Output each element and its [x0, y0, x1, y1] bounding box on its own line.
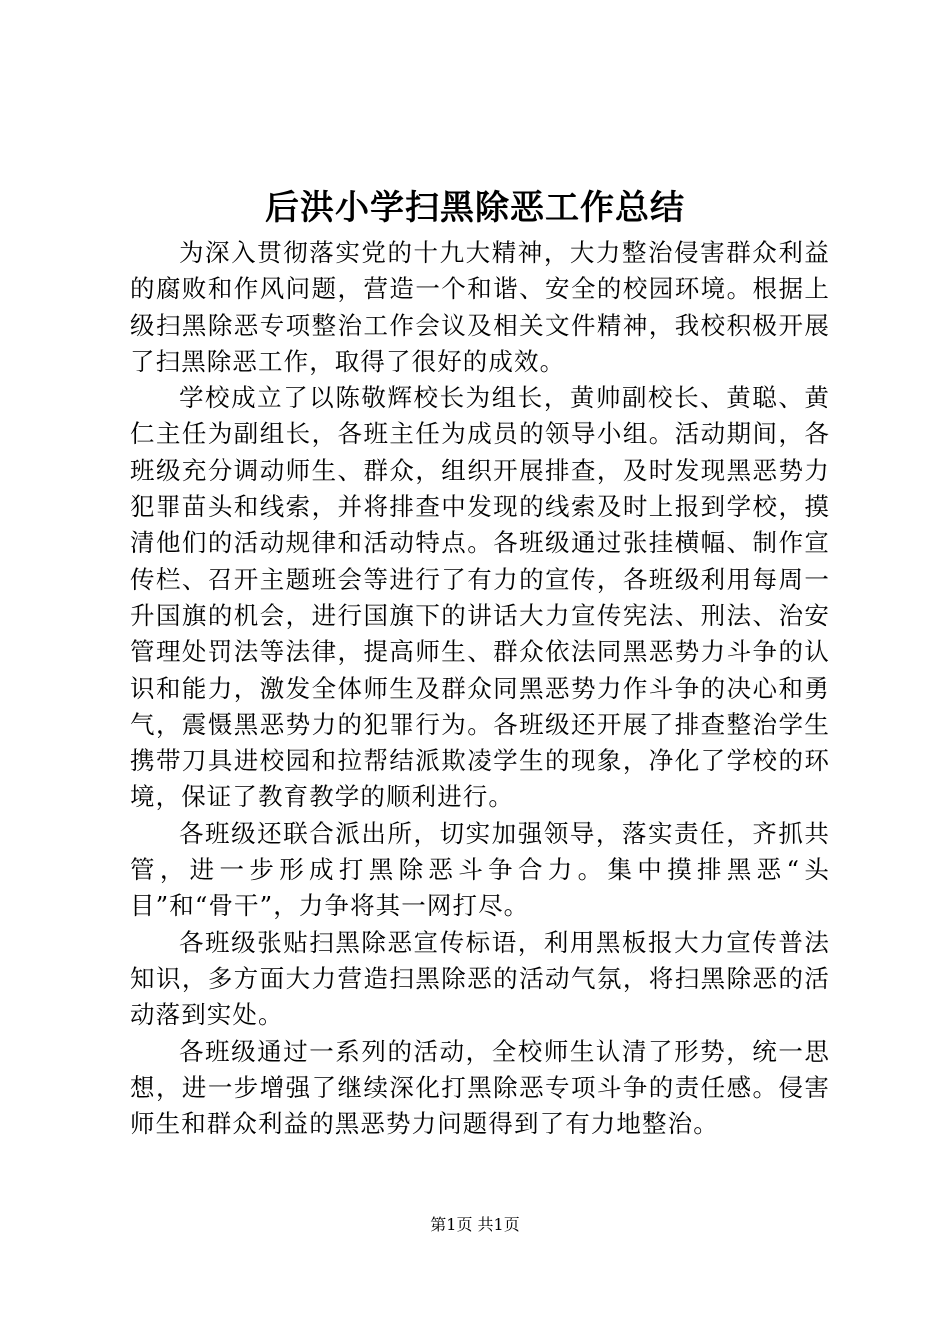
- paragraph-3: 各班级还联合派出所，切实加强领导，落实责任，齐抓共管，进一步形成打黑除恶斗争合力。集中摸排黑恶“头目”和“骨干”，力争将其一网打尽。: [130, 818, 830, 921]
- paragraph-2: 学校成立了以陈敬辉校长为组长，黄帅副校长、黄聪、黄仁主任为副组长，各班主任为成员的领导小组。活动期间，各班级充分调动师生、群众，组织开展排查，及时发现黑恶势力犯罪苗头和线索，并将排查中发现的线索及时上报到学校，摸清他们的活动规律和活动特点。各班级通过张挂横幅、制作宣传栏、召开主题班会等进行了有力的宣传，各班级利用每周一升国旗的机会，进行国旗下的讲话大力宣传宪法、刑法、治安管理处罚法等法律，提高师生、群众依法同黑恶势力斗争的认识和能力，激发全体师生及群众同黑恶势力作斗争的决心和勇气，震慑黑恶势力的犯罪行为。各班级还开展了排查整治学生携带刀具进校园和拉帮结派欺凌学生的现象，净化了学校的环境，保证了教育教学的顺利进行。: [130, 383, 830, 812]
- document-body: [130, 235, 830, 1142]
- paragraph-5: 各班级通过一系列的活动，全校师生认清了形势，统一思想，进一步增强了继续深化打黑除恶专项斗争的责任感。侵害师生和群众利益的黑恶势力问题得到了有力地整治。: [130, 1036, 830, 1139]
- page-number-footer: 第1页 共1页: [430, 1215, 520, 1234]
- paragraph-4: 各班级张贴扫黑除恶宣传标语，利用黑板报大力宣传普法知识，多方面大力营造扫黑除恶的活动气氛，将扫黑除恶的活动落到实处。: [130, 927, 830, 1030]
- paragraph-1: 为深入贯彻落实党的十九大精神，大力整治侵害群众利益的腐败和作风问题，营造一个和谐、安全的校园环境。根据上级扫黑除恶专项整治工作会议及相关文件精神，我校积极开展了扫黑除恶工作，取得了很好的成效。: [130, 238, 830, 376]
- document-title: 后洪小学扫黑除恶工作总结: [265, 188, 685, 228]
